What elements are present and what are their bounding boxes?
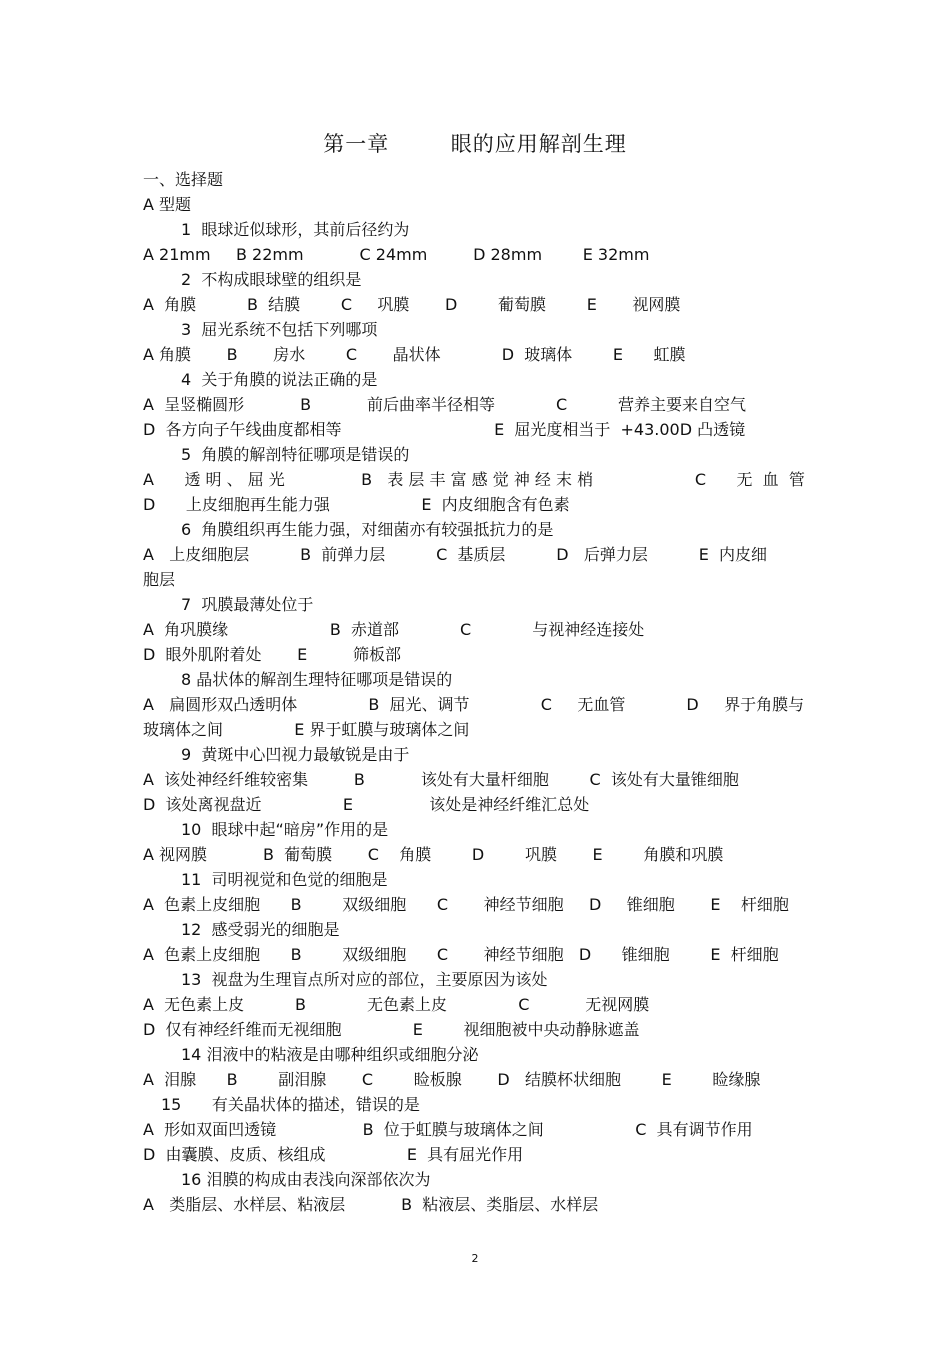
options-16: A 类脂层、水样层、粘液层 B 粘液层、类脂层、水样层 [143,1195,599,1214]
question-16: 16 泪膜的构成由表浅向深部依次为 [181,1170,431,1189]
options-14: A 泪腺 B 副泪腺 C 睑板腺 D 结膜杯状细胞 E 睑缘腺 [143,1070,761,1089]
question-4: 4 关于角膜的说法正确的是 [181,370,378,389]
page-number: 2 [471,1252,479,1265]
question-type-heading: A 型题 [143,195,192,214]
question-10: 10 眼球中起“暗房”作用的是 [181,820,389,839]
question-7: 7 巩膜最薄处位于 [181,595,314,614]
question-13: 13 视盘为生理盲点所对应的部位，主要原因为该处 [181,970,548,989]
options-8b: 玻璃体之间 E 界于虹膜与玻璃体之间 [143,720,470,739]
options-4b: D 各方向子午线曲度都相等 E 屈光度相当于 +43.00D 凸透镜 [143,420,746,439]
options-5b: D 上皮细胞再生能力强 E 内皮细胞含有色素 [143,495,570,514]
question-14: 14 泪液中的粘液是由哪种组织或细胞分泌 [181,1045,479,1064]
options-7a: A 角巩膜缘 B 赤道部 C 与视神经连接处 [143,620,645,639]
options-5a: A 透 明 、 屈 光 B 表 层 丰 富 感 觉 神 经 末 梢 C 无 血 管 [143,470,805,489]
options-4a: A 呈竖椭圆形 B 前后曲率半径相等 C 营养主要来自空气 [143,395,747,414]
options-10: A 视网膜 B 葡萄膜 C 角膜 D 巩膜 E 角膜和巩膜 [143,845,724,864]
question-9: 9 黄斑中心凹视力最敏锐是由于 [181,745,410,764]
question-5: 5 角膜的解剖特征哪项是错误的 [181,445,410,464]
section-heading: 一、选择题 [143,170,224,189]
options-9a: A 该处神经纤维较密集 B 该处有大量杆细胞 C 该处有大量锥细胞 [143,770,739,789]
chapter-title: 第一章 眼的应用解剖生理 [323,132,627,156]
options-8a: A 扁圆形双凸透明体 B 屈光、调节 C 无血管 D 界于角膜与 [143,695,805,714]
options-9b: D 该处离视盘近 E 该处是神经纤维汇总处 [143,795,590,814]
question-6: 6 角膜组织再生能力强，对细菌亦有较强抵抗力的是 [181,520,554,539]
options-15a: A 形如双面凹透镜 B 位于虹膜与玻璃体之间 C 具有调节作用 [143,1120,753,1139]
options-1: A 21mm B 22mm C 24mm D 28mm E 32mm [143,245,650,264]
question-2: 2 不构成眼球壁的组织是 [181,270,362,289]
options-15b: D 由囊膜、皮质、核组成 E 具有屈光作用 [143,1145,524,1164]
question-1: 1 眼球近似球形，其前后径约为 [181,220,410,239]
options-13b: D 仅有神经纤维而无视细胞 E 视细胞被中央动静脉遮盖 [143,1020,640,1039]
question-12: 12 感受弱光的细胞是 [181,920,340,939]
options-6b: 胞层 [143,570,176,589]
options-7b: D 眼外肌附着处 E 筛板部 [143,645,401,664]
options-3: A 角膜 B 房水 C 晶状体 D 玻璃体 E 虹膜 [143,345,686,364]
options-12: A 色素上皮细胞 B 双级细胞 C 神经节细胞 D 锥细胞 E 杆细胞 [143,945,779,964]
question-8: 8 晶状体的解剖生理特征哪项是错误的 [181,670,453,689]
question-15: 15 有关晶状体的描述，错误的是 [161,1095,420,1114]
options-6a: A 上皮细胞层 B 前弹力层 C 基质层 D 后弹力层 E 内皮细 [143,545,767,564]
question-3: 3 屈光系统不包括下列哪项 [181,320,378,339]
question-11: 11 司明视觉和色觉的细胞是 [181,870,388,889]
options-13a: A 无色素上皮 B 无色素上皮 C 无视网膜 [143,995,650,1014]
options-11: A 色素上皮细胞 B 双级细胞 C 神经节细胞 D 锥细胞 E 杆细胞 [143,895,789,914]
options-2: A 角膜 B 结膜 C 巩膜 D 葡萄膜 E 视网膜 [143,295,681,314]
